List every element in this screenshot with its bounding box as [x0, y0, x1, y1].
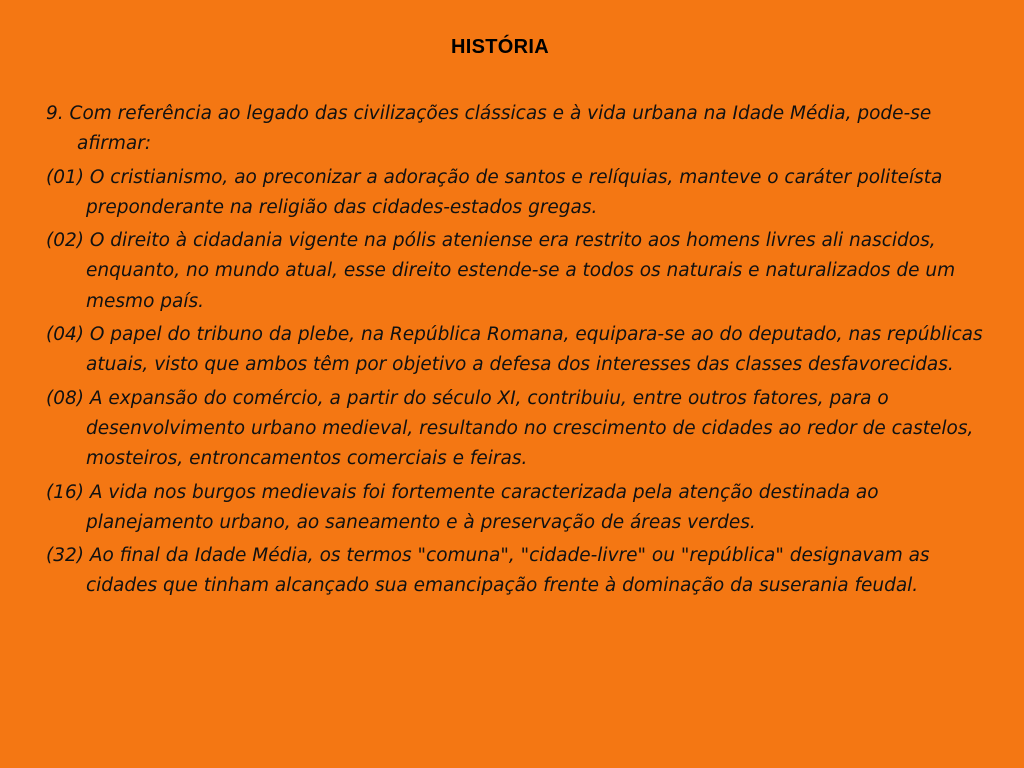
option-04: (04) O papel do tribuno da plebe, na República Romana, equipara-se ao do deputado, nas repúblicas atuais, visto que ambos têm por objetivo a defesa dos interesses das classes desfavorecidas.	[46, 324, 983, 376]
option-32: (32) Ao final da Idade Média, os termos "comuna", "cidade-livre" ou "república" designavam as cidades que tinham alcançado sua emancipação frente à dominação da suserania feudal.	[46, 545, 930, 597]
option-16: (16) A vida nos burgos medievais foi fortemente caracterizada pela atenção destinada ao planejamento urbano, ao saneamento e à preservação de áreas verdes.	[46, 481, 879, 533]
option-02: (02) O direito à cidadania vigente na pólis ateniense era restrito aos homens livres ali nascidos, enquanto, no mundo atual, esse direito estende-se a todos os naturais e naturalizados de um mesmo país.	[46, 230, 956, 312]
option-01: (01) O cristianismo, ao preconizar a adoração de santos e relíquias, manteve o caráter politeísta preponderante na religião das cidades-estados gregas.	[46, 166, 943, 218]
question-body	[46, 99, 1006, 605]
option-08: (08) A expansão do comércio, a partir do século XI, contribuiu, entre outros fatores, para o desenvolvimento urbano medieval, resultando no crescimento de cidades ao redor de castelos, mosteiros, entroncamentos comerciais e feiras.	[46, 387, 974, 470]
slide-title: HISTÓRIA	[451, 36, 549, 58]
question-statement: 9. Com referência ao legado das civilizações clássicas e à vida urbana na Idade Média, pode-se afirmar:	[46, 103, 932, 155]
